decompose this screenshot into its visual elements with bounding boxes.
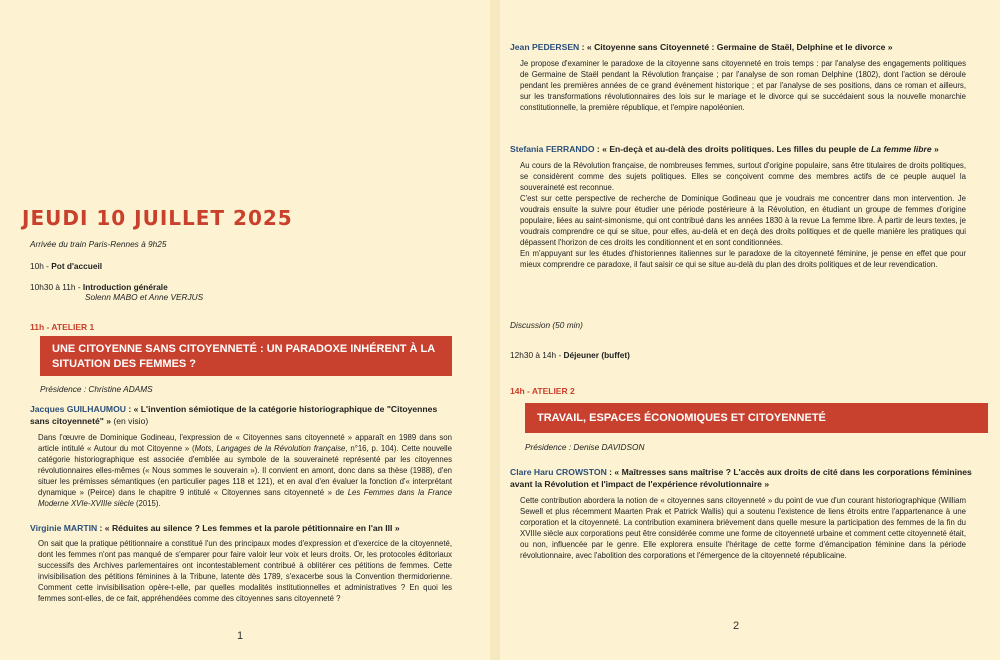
talk4-abstract xyxy=(520,160,966,270)
talk2-title: : « Réduites au silence ? Les femmes et la parole pétitionnaire en l'an III » xyxy=(97,523,400,533)
talk3-author: Jean PEDERSEN xyxy=(510,42,580,52)
talk5-heading xyxy=(510,466,976,490)
talk1-abstract xyxy=(38,432,452,509)
day-title: JEUDI 10 JUILLET 2025 xyxy=(22,206,293,230)
atelier1-banner: UNE CITOYENNE SANS CITOYENNETÉ : UN PARADOXE INHÉRENT À LA SITUATION DES FEMMES ? xyxy=(40,336,452,376)
atelier2-banner: TRAVAIL, ESPACES ÉCONOMIQUES ET CITOYENNETÉ xyxy=(525,403,988,433)
talk3-heading xyxy=(510,41,970,53)
arrival-note: Arrivée du train Paris-Rennes à 9h25 xyxy=(30,239,167,249)
talk1-note: (en visio) xyxy=(110,416,149,426)
page-left xyxy=(0,0,490,660)
talk4-author: Stefania FERRANDO xyxy=(510,144,595,154)
talk4-paragraph-1: Au cours de la Révolution française, de nombreuses femmes, surtout d'origine populaire, sans être titulaires de droits politiques, se considèrent comme des sujets politiques. Elles se conçoivent comme des membres actifs de ce peuple auquel la souveraineté est reconnue. xyxy=(520,161,966,192)
atelier1-presidence: Présidence : Christine ADAMS xyxy=(40,384,153,394)
intro-speakers: Solenn MABO et Anne VERJUS xyxy=(85,292,204,302)
talk4-paragraph-2: C'est sur cette perspective de recherche de Dominique Godineau que je voudrais me concentrer dans mon intervention. Je voudrais ensuite la suivre pour étudier une période postérieure à la Révolution, en étudiant un groupe de femmes d'origine populaire, liées au saint-simonisme, qui ont contribué dans les années 1830 à la revue La femme libre. À partir de leurs textes, je voudrais comprendre ce qui se situe, pour elles, au-delà et en deçà des droits politiques et de quelle manière les pratiques qui dépassent l'horizon de ces droits les conditionnent et en sont conditionnées. xyxy=(520,194,966,247)
talk5-title: : « Maîtresses sans maîtrise ? L'accès aux droits de cité dans les corporations féminines avant la Révolution et l'impact de l'expérience révolutionnaire » xyxy=(510,467,972,489)
atelier2-label: 14h - ATELIER 2 xyxy=(510,386,575,396)
discussion-note: Discussion (50 min) xyxy=(510,320,583,330)
page-right xyxy=(500,0,1000,660)
lunch-label: Déjeuner (buffet) xyxy=(563,350,630,360)
talk1-author: Jacques GUILHAUMOU xyxy=(30,404,126,414)
lunch-time: 12h30 à 14h - xyxy=(510,350,564,360)
atelier1-label: 11h - ATELIER 1 xyxy=(30,322,95,332)
intro-time: 10h30 à 11h - xyxy=(30,282,83,292)
atelier2-presidence: Présidence : Denise DAVIDSON xyxy=(525,442,645,452)
talk4-title-end: » xyxy=(931,144,939,154)
page-number-right: 2 xyxy=(733,620,740,632)
talk1-title: : « L'invention sémiotique de la catégorie historiographique de "Citoyennes sans citoyenneté" » xyxy=(30,404,438,426)
talk1-book: Les Femmes dans la France Moderne XVIe-XVIIIe siècle xyxy=(38,488,452,508)
page-gutter xyxy=(490,0,500,660)
talk1-heading xyxy=(30,403,450,427)
talk4-paragraph-3: En m'appuyant sur les études d'historiennes italiennes sur le paradoxe de la citoyenneté féminine, je pense en effet que pour mieux comprendre ce paradoxe, il faut saisir ce qui se situe au-delà du plan des droits politiques et de leur revendication. xyxy=(520,249,966,269)
talk3-title: : « Citoyenne sans Citoyenneté : Germaine de Staël, Delphine et le divorce » xyxy=(579,42,893,52)
talk1-abstract-part: , n°16, p. 104). Cette nouvelle catégorie historiographique est associée d'emblée au symbole de la souveraineté représenté par les citoyennes révolutionnaires elles-mêmes (« Nous sommes le souverain »). Il convient en amont, donc dans sa thèse (1988), d'en situer les prémisses sémantiques (en particulier pages 118 et 121), et en aval d'en évaluer la fonction d'« interprétant dynamique » (Peirce) dans le chapitre 9 intitulé « Citoyennes sans citoyenneté » de xyxy=(38,444,452,497)
welcome-label: Pot d'accueil xyxy=(51,261,103,271)
lunch-line xyxy=(510,350,630,361)
talk2-abstract: On sait que la pratique pétitionnaire a constitué l'un des principaux modes d'expression et d'exercice de la citoyenneté, dont les femmes n'ont pas manqué de s'emparer pour faire valoir leur voix et leurs droits. Or, les protocoles éditoriaux successifs des Archives parlementaires ont incontestablement contribué à oblitérer ces pétitions de femmes. Cette invisibilisation des pétitions féminines à la Tribune, latente dès 1789, s'exacerbe sous la Convention thermidorienne. Comment cette invisibilisation opère-t-elle, par quelles modalités institutionnelles et administratives ? En quoi les femmes sont-elles, de ce fait, appréhendées comme des citoyennes sans citoyenneté ? xyxy=(38,539,452,603)
intro-label: Introduction générale xyxy=(82,282,168,292)
talk4-title: : « En-deçà et au-delà des droits politiques. Les filles du peuple de xyxy=(594,144,872,154)
page-number-left: 1 xyxy=(237,630,244,642)
talk1-journal: Mots, Langages de la Révolution française xyxy=(194,444,346,453)
talk4-heading xyxy=(510,143,980,155)
talk2-author: Virginie MARTIN xyxy=(30,523,98,533)
welcome-time: 10h - xyxy=(30,261,52,271)
talk4-title-italic: La femme libre xyxy=(871,144,932,154)
talk5-author: Clare Haru CROWSTON xyxy=(510,467,607,477)
talk1-abstract-part: Dans l'œuvre de Dominique Godineau, l'expression de « Citoyennes sans citoyenneté » apparaît en 1989 dans son article intitulé « Autour du mot Citoyenne » ( xyxy=(38,433,452,453)
welcome-line xyxy=(30,261,102,272)
talk2-heading xyxy=(30,522,450,534)
talk1-abstract-part: (2015). xyxy=(133,499,161,508)
talk5-abstract: Cette contribution abordera la notion de « citoyennes sans citoyenneté » du point de vue d'un courant historiographique (William Sewell et plus récemment Maarten Prak et Patrick Wallis) qui a soutenu l'existence de liens étroits entre l'appartenance à une corporation et la citoyenneté. La contribution examinera brièvement dans quelle mesure la participation des femmes de la fin du XVIIIe siècle aux corporations peut être considérée comme une forme de citoyenneté urbaine et comment cette citoyenneté était, ou non, influencée par le genre. Elle explorera ensuite l'héritage de cette forme d'émancipation féminine dans la période révolutionnaire, avec l'abolition des corporations et l'émergence de la citoyenneté républicaine. xyxy=(520,496,966,560)
talk3-abstract: Je propose d'examiner le paradoxe de la citoyenne sans citoyenneté en trois temps : par l'analyse des engagements politiques de Germaine de Staël pendant la Révolution française ; par l'analyse de son roman Delphine (1802), dont l'action se déroule pendant les premières années de ce grand événement historique ; et par l'analyse de ses positions, dans ce roman et ailleurs, sur les transformations révolutionnaires des lois sur le mariage et le divorce qui se succédaient sous la nouvelle monarchie constitutionnelle, la première république, et l'empire napoléonien. xyxy=(520,59,966,112)
